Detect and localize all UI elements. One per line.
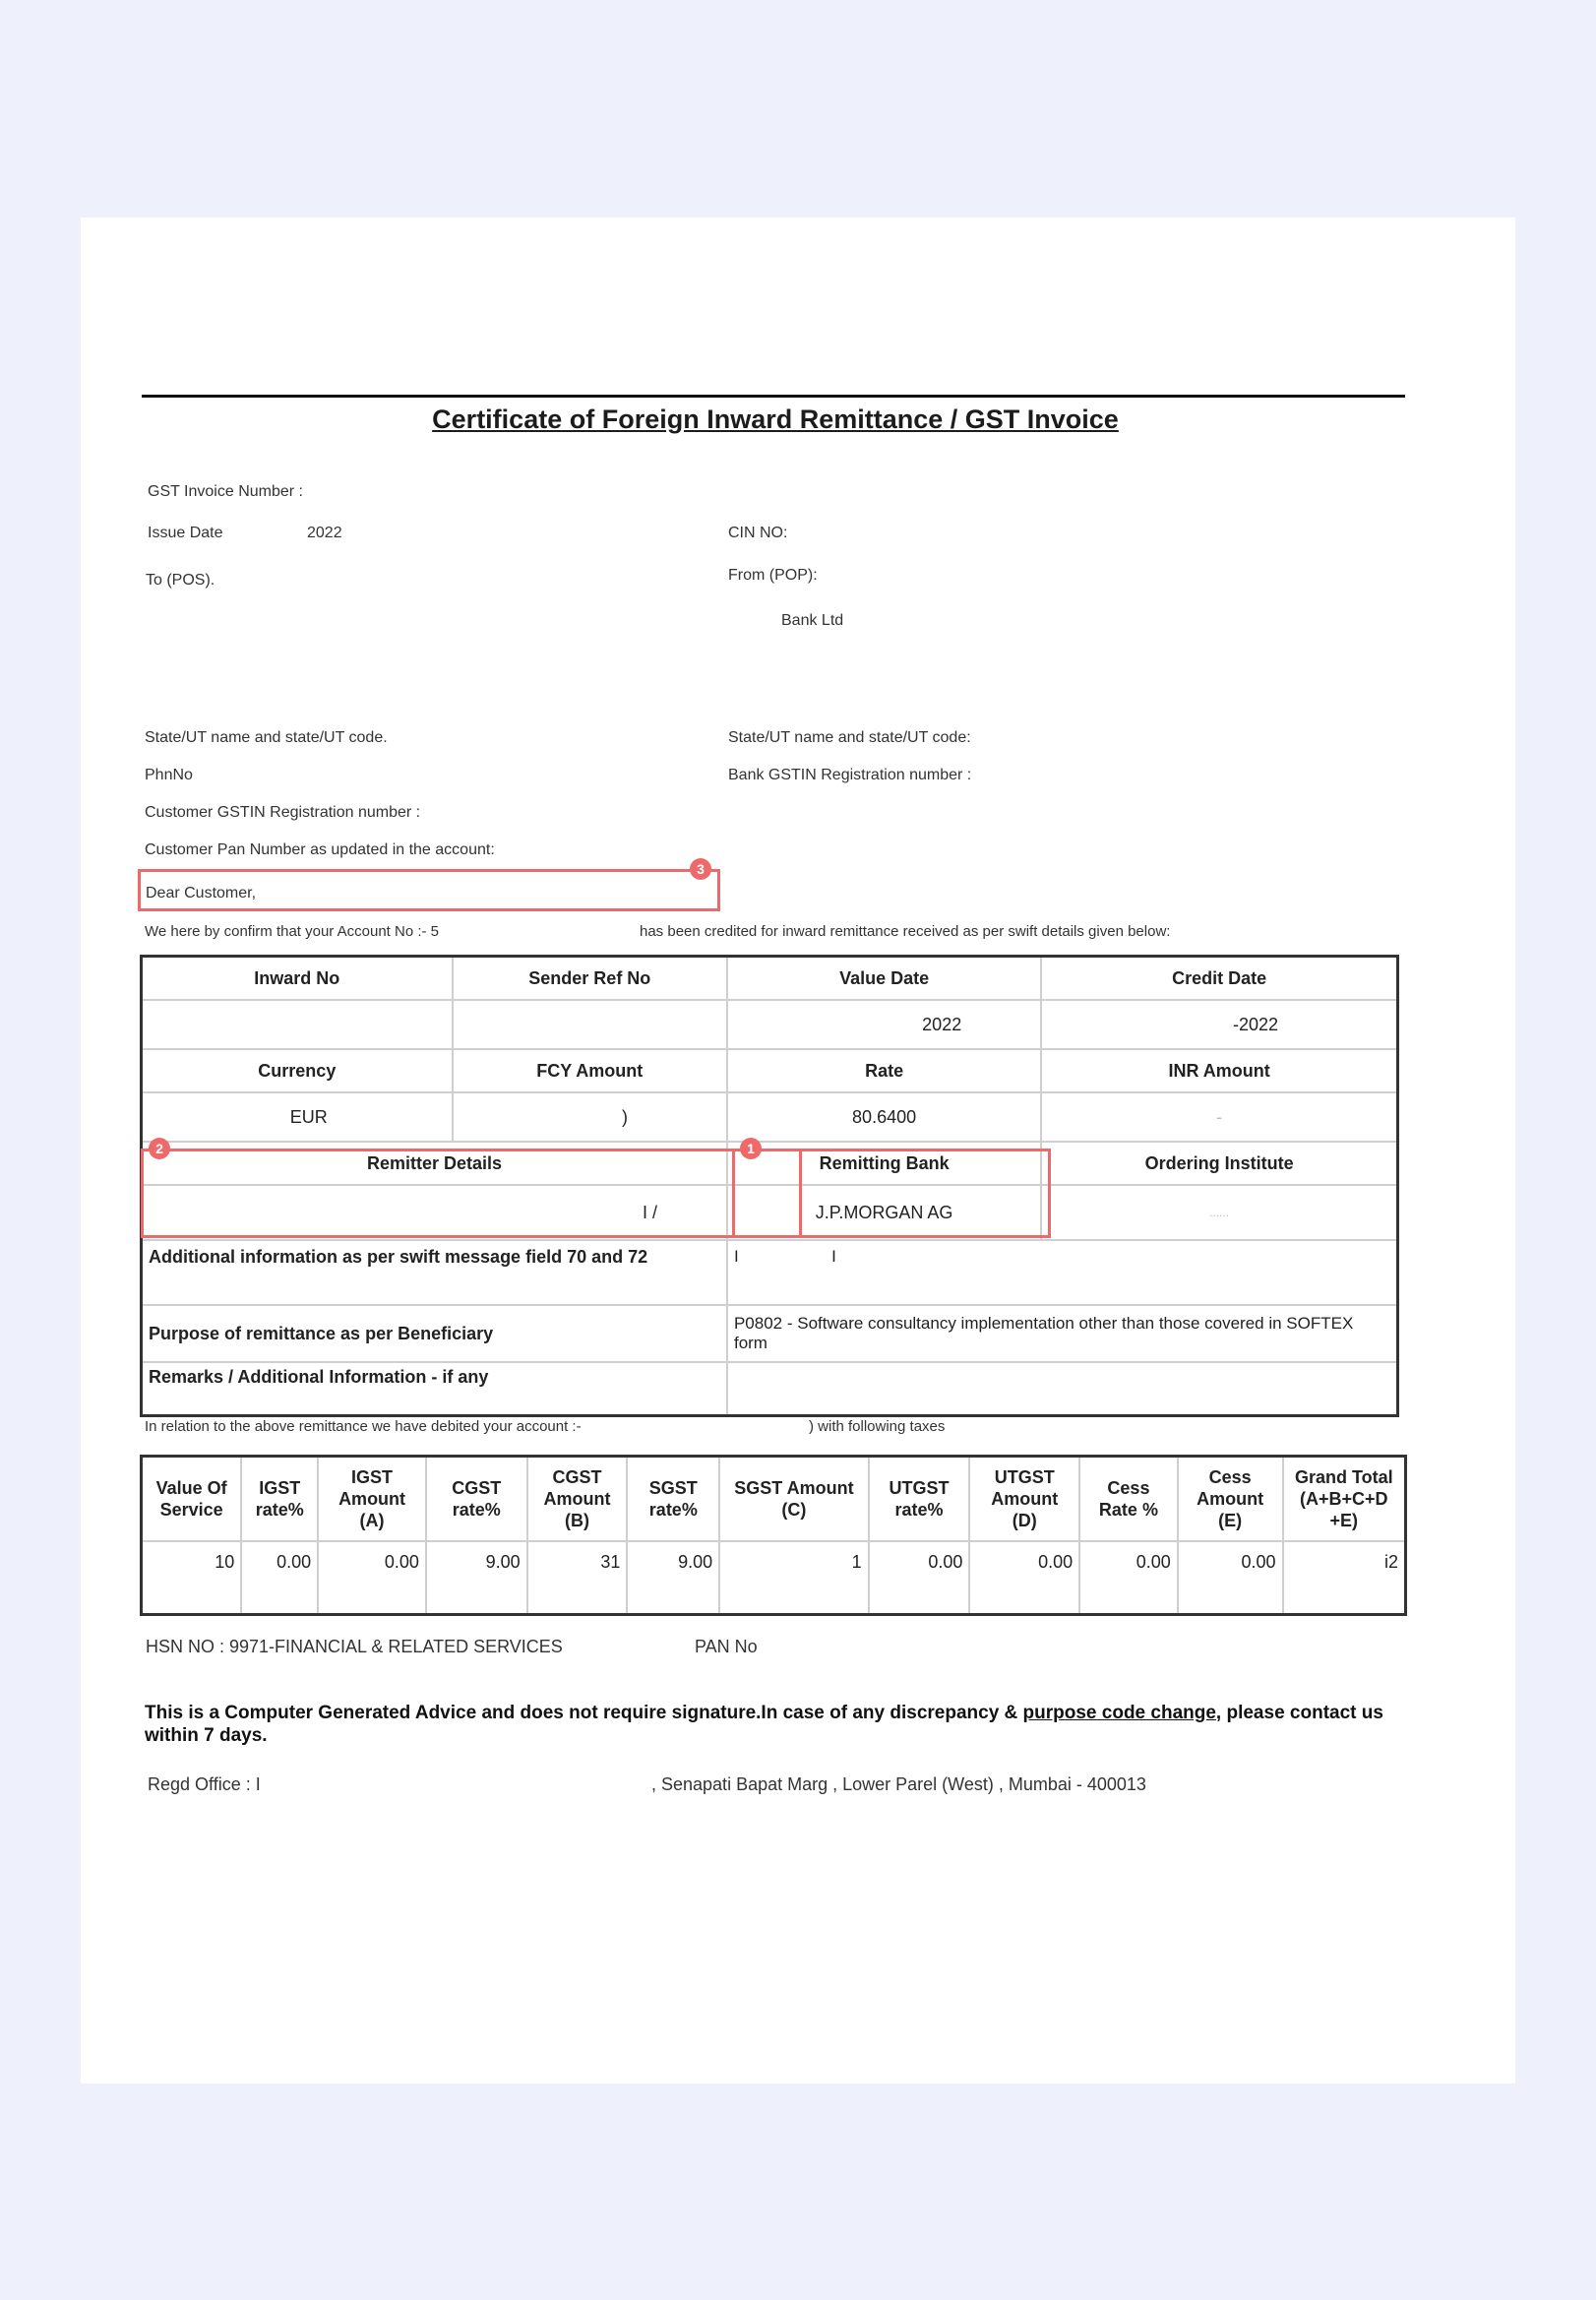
header-cgst-rate: CGST rate% xyxy=(426,1457,527,1542)
header-utgst-amount: UTGST Amount (D) xyxy=(969,1457,1079,1542)
table-row xyxy=(142,1305,1398,1362)
header-value-date: Value Date xyxy=(727,957,1041,1001)
highlight-box-2 xyxy=(141,1149,802,1238)
hsn-text: HSN NO : 9971-FINANCIAL & RELATED SERVICES xyxy=(146,1637,563,1656)
header-credit-date: Credit Date xyxy=(1041,957,1397,1001)
purpose-label: Purpose of remittance as per Beneficiary xyxy=(142,1305,727,1362)
marker-badge-3: 3 xyxy=(690,858,711,880)
table-row xyxy=(142,957,1398,1001)
header-igst-amount: IGST Amount (A) xyxy=(318,1457,426,1542)
customer-gstin-label: Customer GSTIN Registration number : xyxy=(145,804,421,821)
header-remitting-bank: Remitting Bank xyxy=(727,1142,1041,1185)
cgst-amount: 31 xyxy=(527,1541,628,1615)
header-sgst-amount: SGST Amount (C) xyxy=(719,1457,868,1542)
document-page xyxy=(81,218,1515,2083)
igst-rate: 0.00 xyxy=(241,1541,318,1615)
phone-label: PhnNo xyxy=(145,767,193,783)
igst-amount: 0.00 xyxy=(318,1541,426,1615)
state-ut-label-right: State/UT name and state/UT code: xyxy=(728,729,971,746)
sgst-rate: 9.00 xyxy=(627,1541,719,1615)
sgst-amount: 1 xyxy=(719,1541,868,1615)
rate-value: 80.6400 xyxy=(727,1092,1041,1142)
header-sender-ref-no: Sender Ref No xyxy=(453,957,727,1001)
header-cess-amount: Cess Amount (E) xyxy=(1178,1457,1283,1542)
state-ut-label-left: State/UT name and state/UT code. xyxy=(145,729,388,746)
inr-amount-value: - xyxy=(1041,1092,1397,1142)
header-utgst-rate: UTGST rate% xyxy=(869,1457,970,1542)
fcy-amount-value: ) xyxy=(453,1092,727,1142)
highlight-box-1 xyxy=(732,1149,1051,1238)
table-row xyxy=(142,1000,1398,1049)
tax-value-row xyxy=(142,1541,1406,1615)
header-fcy-amount: FCY Amount xyxy=(453,1049,727,1092)
currency-value: EUR xyxy=(142,1092,453,1142)
cin-label: CIN NO: xyxy=(728,525,788,541)
cgst-rate: 9.00 xyxy=(426,1541,527,1615)
table-row xyxy=(142,1362,1398,1416)
value-of-service: 10 xyxy=(142,1541,242,1615)
bank-name: Bank Ltd xyxy=(781,612,844,629)
table-row xyxy=(142,1092,1398,1142)
to-pos-label: To (POS). xyxy=(146,572,215,589)
pan-no-label: PAN No xyxy=(695,1637,758,1656)
debit-text-right: ) with following taxes xyxy=(809,1418,946,1435)
purpose-code-change-link: purpose code change xyxy=(1022,1703,1216,1723)
computer-generated-note xyxy=(145,1702,1424,1747)
utgst-amount: 0.00 xyxy=(969,1541,1079,1615)
header-cgst-amount: CGST Amount (B) xyxy=(527,1457,628,1542)
document-title: Certificate of Foreign Inward Remittance / GST Invoice xyxy=(432,404,1119,434)
sender-ref-no-value xyxy=(453,1000,727,1049)
header-igst-rate: IGST rate% xyxy=(241,1457,318,1542)
header-ordering-institute: Ordering Institute xyxy=(1041,1142,1397,1185)
table-row xyxy=(142,1049,1398,1092)
issue-date-label: Issue Date xyxy=(148,525,223,541)
bank-gstin-label: Bank GSTIN Registration number : xyxy=(728,767,972,783)
table-row xyxy=(142,1240,1398,1305)
header-rate: Rate xyxy=(727,1049,1041,1092)
marker-badge-2: 2 xyxy=(149,1138,170,1159)
header-grand-total: Grand Total (A+B+C+D +E) xyxy=(1283,1457,1406,1542)
remarks-value xyxy=(727,1362,1398,1416)
gst-invoice-number-label: GST Invoice Number : xyxy=(148,483,303,500)
note-suffix: , please contact us within 7 days. xyxy=(145,1703,1383,1746)
cess-rate: 0.00 xyxy=(1079,1541,1178,1615)
tax-header-row xyxy=(142,1457,1406,1542)
header-value-of-service: Value Of Service xyxy=(142,1457,242,1542)
credit-date-value: -2022 xyxy=(1041,1000,1397,1049)
highlight-box-3 xyxy=(138,869,720,911)
from-pop-label: From (POP): xyxy=(728,567,818,584)
confirm-text-right: has been credited for inward remittance received as per swift details given below: xyxy=(640,923,1171,940)
ordering-institute-value: ...... xyxy=(1041,1185,1397,1240)
header-remitter-details: Remitter Details xyxy=(142,1142,727,1185)
regd-office-address: , Senapati Bapat Marg , Lower Parel (West) , Mumbai - 400013 xyxy=(651,1774,1146,1794)
header-cess-rate: Cess Rate % xyxy=(1079,1457,1178,1542)
regd-office-label: Regd Office : I xyxy=(148,1774,261,1794)
remitter-details-value: I / xyxy=(142,1185,727,1240)
salutation: Dear Customer, xyxy=(146,885,257,901)
header-inward-no: Inward No xyxy=(142,957,453,1001)
customer-pan-label: Customer Pan Number as updated in the account: xyxy=(145,841,495,858)
top-rule xyxy=(142,395,1405,398)
additional-info-label: Additional information as per swift message field 70 and 72 xyxy=(142,1240,727,1305)
marker-badge-1: 1 xyxy=(740,1138,762,1159)
note-prefix: This is a Computer Generated Advice and does not require signature.In case of any discrepancy & xyxy=(145,1703,1023,1723)
grand-total: i2 xyxy=(1283,1541,1406,1615)
utgst-rate: 0.00 xyxy=(869,1541,970,1615)
cess-amount: 0.00 xyxy=(1178,1541,1283,1615)
inward-no-value xyxy=(142,1000,453,1049)
confirm-text-left: We here by confirm that your Account No :- 5 xyxy=(145,923,440,940)
header-inr-amount: INR Amount xyxy=(1041,1049,1397,1092)
additional-info-value: I I xyxy=(727,1240,1398,1305)
tax-table xyxy=(140,1455,1407,1616)
purpose-value: P0802 - Software consultancy implementation other than those covered in SOFTEX form xyxy=(727,1305,1398,1362)
issue-date-value: 2022 xyxy=(307,525,342,541)
value-date-value: 2022 xyxy=(727,1000,1041,1049)
remitting-bank-value: J.P.MORGAN AG xyxy=(727,1185,1041,1240)
debit-text-left: In relation to the above remittance we have debited your account :- xyxy=(145,1418,582,1435)
remarks-label: Remarks / Additional Information - if any xyxy=(142,1362,727,1416)
header-currency: Currency xyxy=(142,1049,453,1092)
header-sgst-rate: SGST rate% xyxy=(627,1457,719,1542)
